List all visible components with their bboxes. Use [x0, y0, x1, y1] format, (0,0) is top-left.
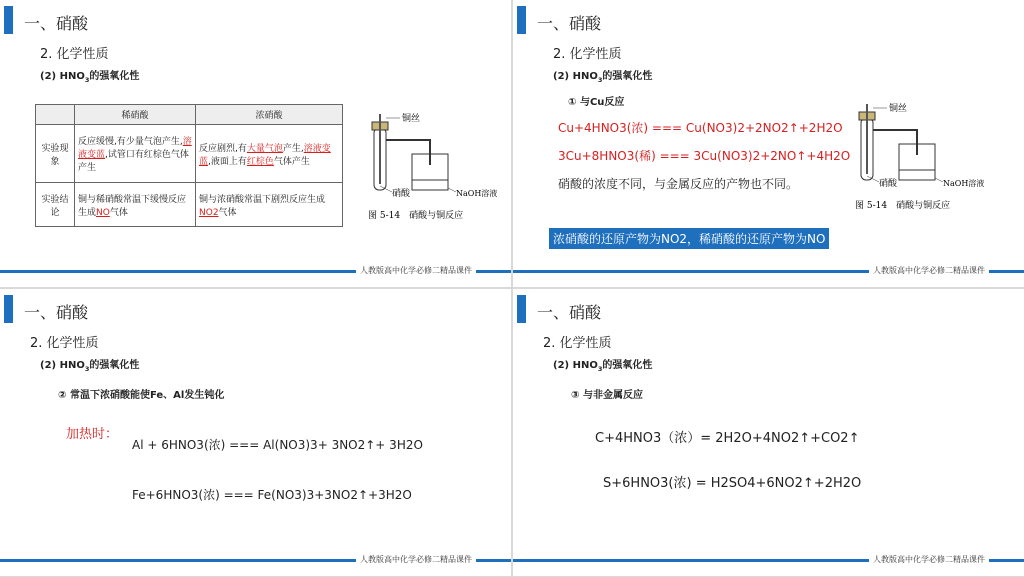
- cell-conc-conclusion: 铜与浓硝酸常温下剧烈反应生成NO2气体: [196, 183, 343, 227]
- label-nitric-acid: 硝酸: [392, 189, 411, 199]
- label-nitric-acid: 硝酸: [879, 179, 898, 189]
- section-subheading: 2. 化学性质: [40, 47, 109, 62]
- point-passivation: ② 常温下浓硝酸能使Fe、Al发生钝化: [58, 390, 225, 401]
- header-concentrated: 浓硝酸: [196, 105, 343, 125]
- note-concentration: 硝酸的浓度不同，与金属反应的产物也不同。: [558, 177, 799, 191]
- title-accent-bar: [517, 295, 526, 323]
- label-heating: 加热时：: [66, 427, 119, 442]
- equation-iron: Fe+6HNO3(浓) === Fe(NO3)3+3NO2↑+3H2O: [132, 488, 412, 502]
- slide-1: [0, 0, 511, 287]
- slide-2: [513, 0, 1024, 287]
- equation-aluminum: Al + 6HNO3(浓) === Al(NO3)3+ 3NO2↑+ 3H2O: [132, 438, 423, 452]
- subsection-title: (2) $HNO_3$的强氧化性: [40, 360, 140, 373]
- label-naoh-solution: NaOH溶液: [456, 189, 498, 198]
- slide-heading: 一、硝酸: [24, 14, 89, 33]
- label-copper-wire: 铜丝: [402, 114, 421, 124]
- section-subheading: 2. 化学性质: [543, 336, 612, 351]
- cell-conc-phenomenon: 反应剧烈,有大量气泡产生,溶液变蓝,液面上有红棕色气体产生: [196, 125, 343, 183]
- cell-dilute-conclusion: 铜与稀硝酸常温下缓慢反应生成NO气体: [75, 183, 196, 227]
- subsection-title: (2) $HNO_3$的强氧化性: [40, 71, 140, 84]
- equation-dilute-copper: 3Cu+8HNO3(稀) === 3Cu(NO3)2+2NO↑+4H2O: [558, 149, 851, 163]
- apparatus-figure: [360, 110, 510, 230]
- section-subheading: 2. 化学性质: [553, 47, 622, 62]
- slide-heading: 一、硝酸: [537, 14, 602, 33]
- point-nonmetal: ③ 与非金属反应: [571, 390, 643, 401]
- title-accent-bar: [4, 295, 13, 323]
- section-subheading: 2. 化学性质: [30, 336, 99, 351]
- figure-caption: 图 5-14 硝酸与铜反应: [855, 201, 951, 211]
- header-dilute: 稀硝酸: [75, 105, 196, 125]
- subsection-title: (2) $HNO_3$的强氧化性: [553, 71, 653, 84]
- row-head-conclusion: 实验结论: [36, 183, 75, 227]
- title-accent-bar: [517, 6, 526, 34]
- footer-text: 人教版高中化学必修二精品课件: [869, 265, 989, 276]
- footer-text: 人教版高中化学必修二精品课件: [356, 265, 476, 276]
- label-copper-wire: 铜丝: [889, 104, 908, 114]
- slide-heading: 一、硝酸: [537, 303, 602, 322]
- equation-sulfur: S+6HNO3(浓) = H2SO4+6NO2↑+2H2O: [603, 476, 862, 491]
- figure-caption: 图 5-14 硝酸与铜反应: [368, 211, 464, 221]
- row-head-phenomenon: 实验现象: [36, 125, 75, 183]
- title-accent-bar: [4, 6, 13, 34]
- label-naoh-solution: NaOH溶液: [943, 179, 985, 188]
- equation-carbon: C+4HNO3（浓）= 2H2O+4NO2↑+CO2↑: [595, 431, 860, 446]
- cell-dilute-phenomenon: 反应缓慢,有少量气泡产生,溶液变蓝,试管口有红棕色气体产生: [75, 125, 196, 183]
- highlight-reduction-products: 浓硝酸的还原产物为NO2，稀硝酸的还原产物为NO: [549, 228, 829, 249]
- table-corner: [36, 105, 75, 125]
- slide-3: [0, 289, 511, 576]
- subsection-title: (2) $HNO_3$的强氧化性: [553, 360, 653, 373]
- footer-text: 人教版高中化学必修二精品课件: [869, 554, 989, 565]
- slide-4: [513, 289, 1024, 576]
- point-copper-reaction: ① 与Cu反应: [568, 97, 625, 108]
- footer-text: 人教版高中化学必修二精品课件: [356, 554, 476, 565]
- comparison-table: [35, 104, 343, 227]
- slide-heading: 一、硝酸: [24, 303, 89, 322]
- equation-conc-copper: Cu+4HNO3(浓) === Cu(NO3)2+2NO2↑+2H2O: [558, 121, 843, 135]
- apparatus-figure: [847, 100, 997, 220]
